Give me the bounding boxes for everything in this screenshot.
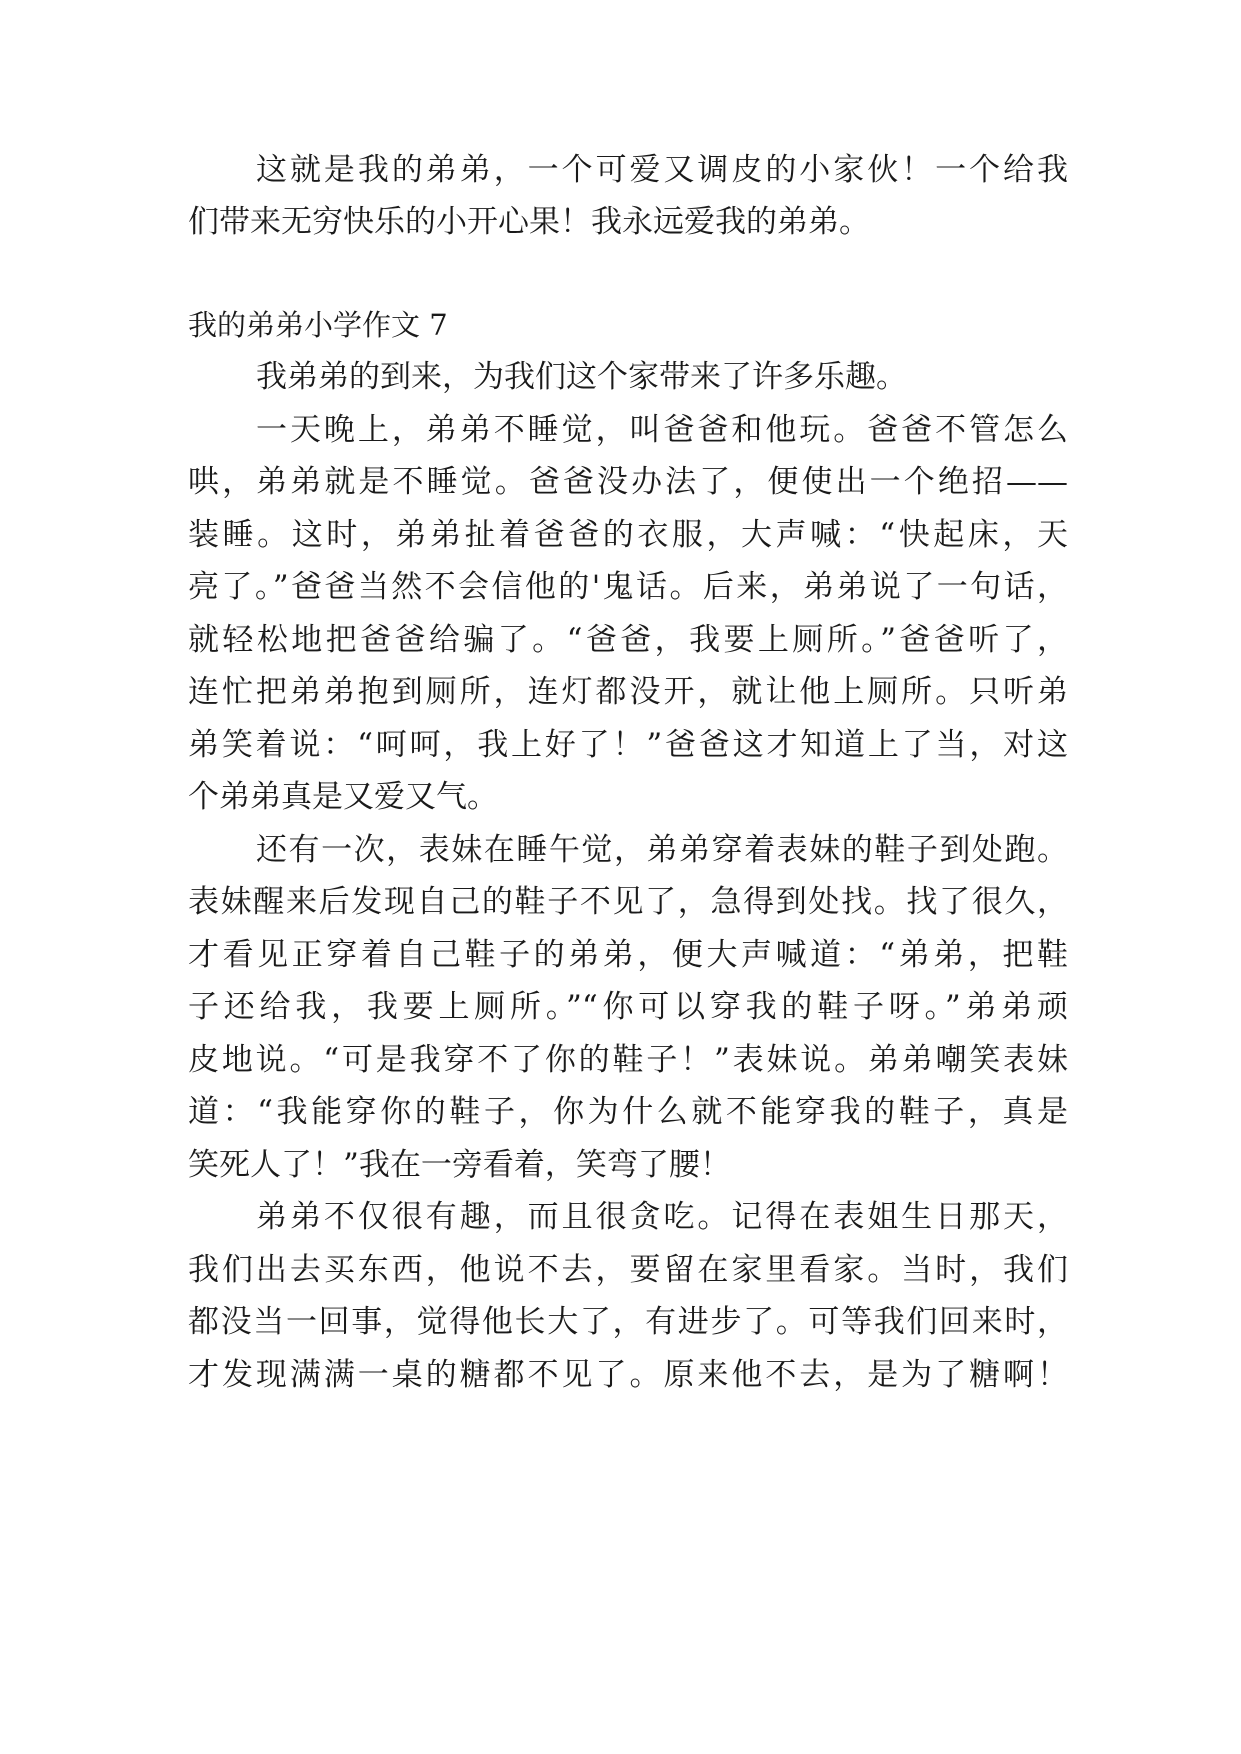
paragraph-line: 一天晚上，弟弟不睡觉，叫爸爸和他玩。爸爸不管怎么 bbox=[256, 412, 1068, 448]
paragraph-line: 我弟弟的到来，为我们这个家带来了许多乐趣。 bbox=[256, 359, 907, 395]
paragraph-line: 子还给我，我要上厕所。”“你可以穿我的鞋子呀。”弟弟顽 bbox=[188, 989, 1068, 1025]
paragraph-line: 笑死人了！”我在一旁看着，笑弯了腰！ bbox=[188, 1147, 731, 1183]
paragraph-line: 亮了。”爸爸当然不会信他的'鬼话。后来，弟弟说了一句话， bbox=[188, 569, 1068, 605]
paragraph-line: 道：“我能穿你的鞋子，你为什么就不能穿我的鞋子，真是 bbox=[188, 1094, 1068, 1130]
paragraph-line: 才看见正穿着自己鞋子的弟弟，便大声喊道：“弟弟，把鞋 bbox=[188, 937, 1068, 973]
paragraph-line: 装睡。这时，弟弟扯着爸爸的衣服，大声喊：“快起床，天 bbox=[188, 517, 1068, 553]
paragraph-line: 表妹醒来后发现自己的鞋子不见了，急得到处找。找了很久， bbox=[188, 884, 1068, 920]
paragraph-line: 弟笑着说：“呵呵，我上好了！”爸爸这才知道上了当，对这 bbox=[188, 727, 1068, 763]
paragraph-line: 我们出去买东西，他说不去，要留在家里看家。当时，我们 bbox=[188, 1252, 1068, 1288]
paragraph-line: 哄，弟弟就是不睡觉。爸爸没办法了，便使出一个绝招—— bbox=[188, 464, 1068, 500]
paragraph-line: 都没当一回事，觉得他长大了，有进步了。可等我们回来时， bbox=[188, 1304, 1068, 1340]
paragraph-line: 连忙把弟弟抱到厕所，连灯都没开，就让他上厕所。只听弟 bbox=[188, 674, 1068, 710]
paragraph-line: 这就是我的弟弟，一个可爱又调皮的小家伙！一个给我 bbox=[256, 152, 1068, 188]
paragraph-line: 皮地说。“可是我穿不了你的鞋子！”表妹说。弟弟嘲笑表妹 bbox=[188, 1042, 1068, 1078]
paragraph-line: 弟弟不仅很有趣，而且很贪吃。记得在表姐生日那天， bbox=[256, 1199, 1068, 1235]
paragraph-line: 个弟弟真是又爱又气。 bbox=[188, 779, 498, 815]
paragraph-line: 就轻松地把爸爸给骗了。“爸爸，我要上厕所。”爸爸听了， bbox=[188, 622, 1068, 658]
paragraph-line: 还有一次，表妹在睡午觉，弟弟穿着表妹的鞋子到处跑。 bbox=[256, 832, 1068, 868]
paragraph-line: 们带来无穷快乐的小开心果！我永远爱我的弟弟。 bbox=[188, 204, 870, 240]
paragraph-line: 才发现满满一桌的糖都不见了。原来他不去，是为了糖啊！ bbox=[188, 1357, 1068, 1393]
section-title: 我的弟弟小学作文 7 bbox=[188, 308, 448, 342]
